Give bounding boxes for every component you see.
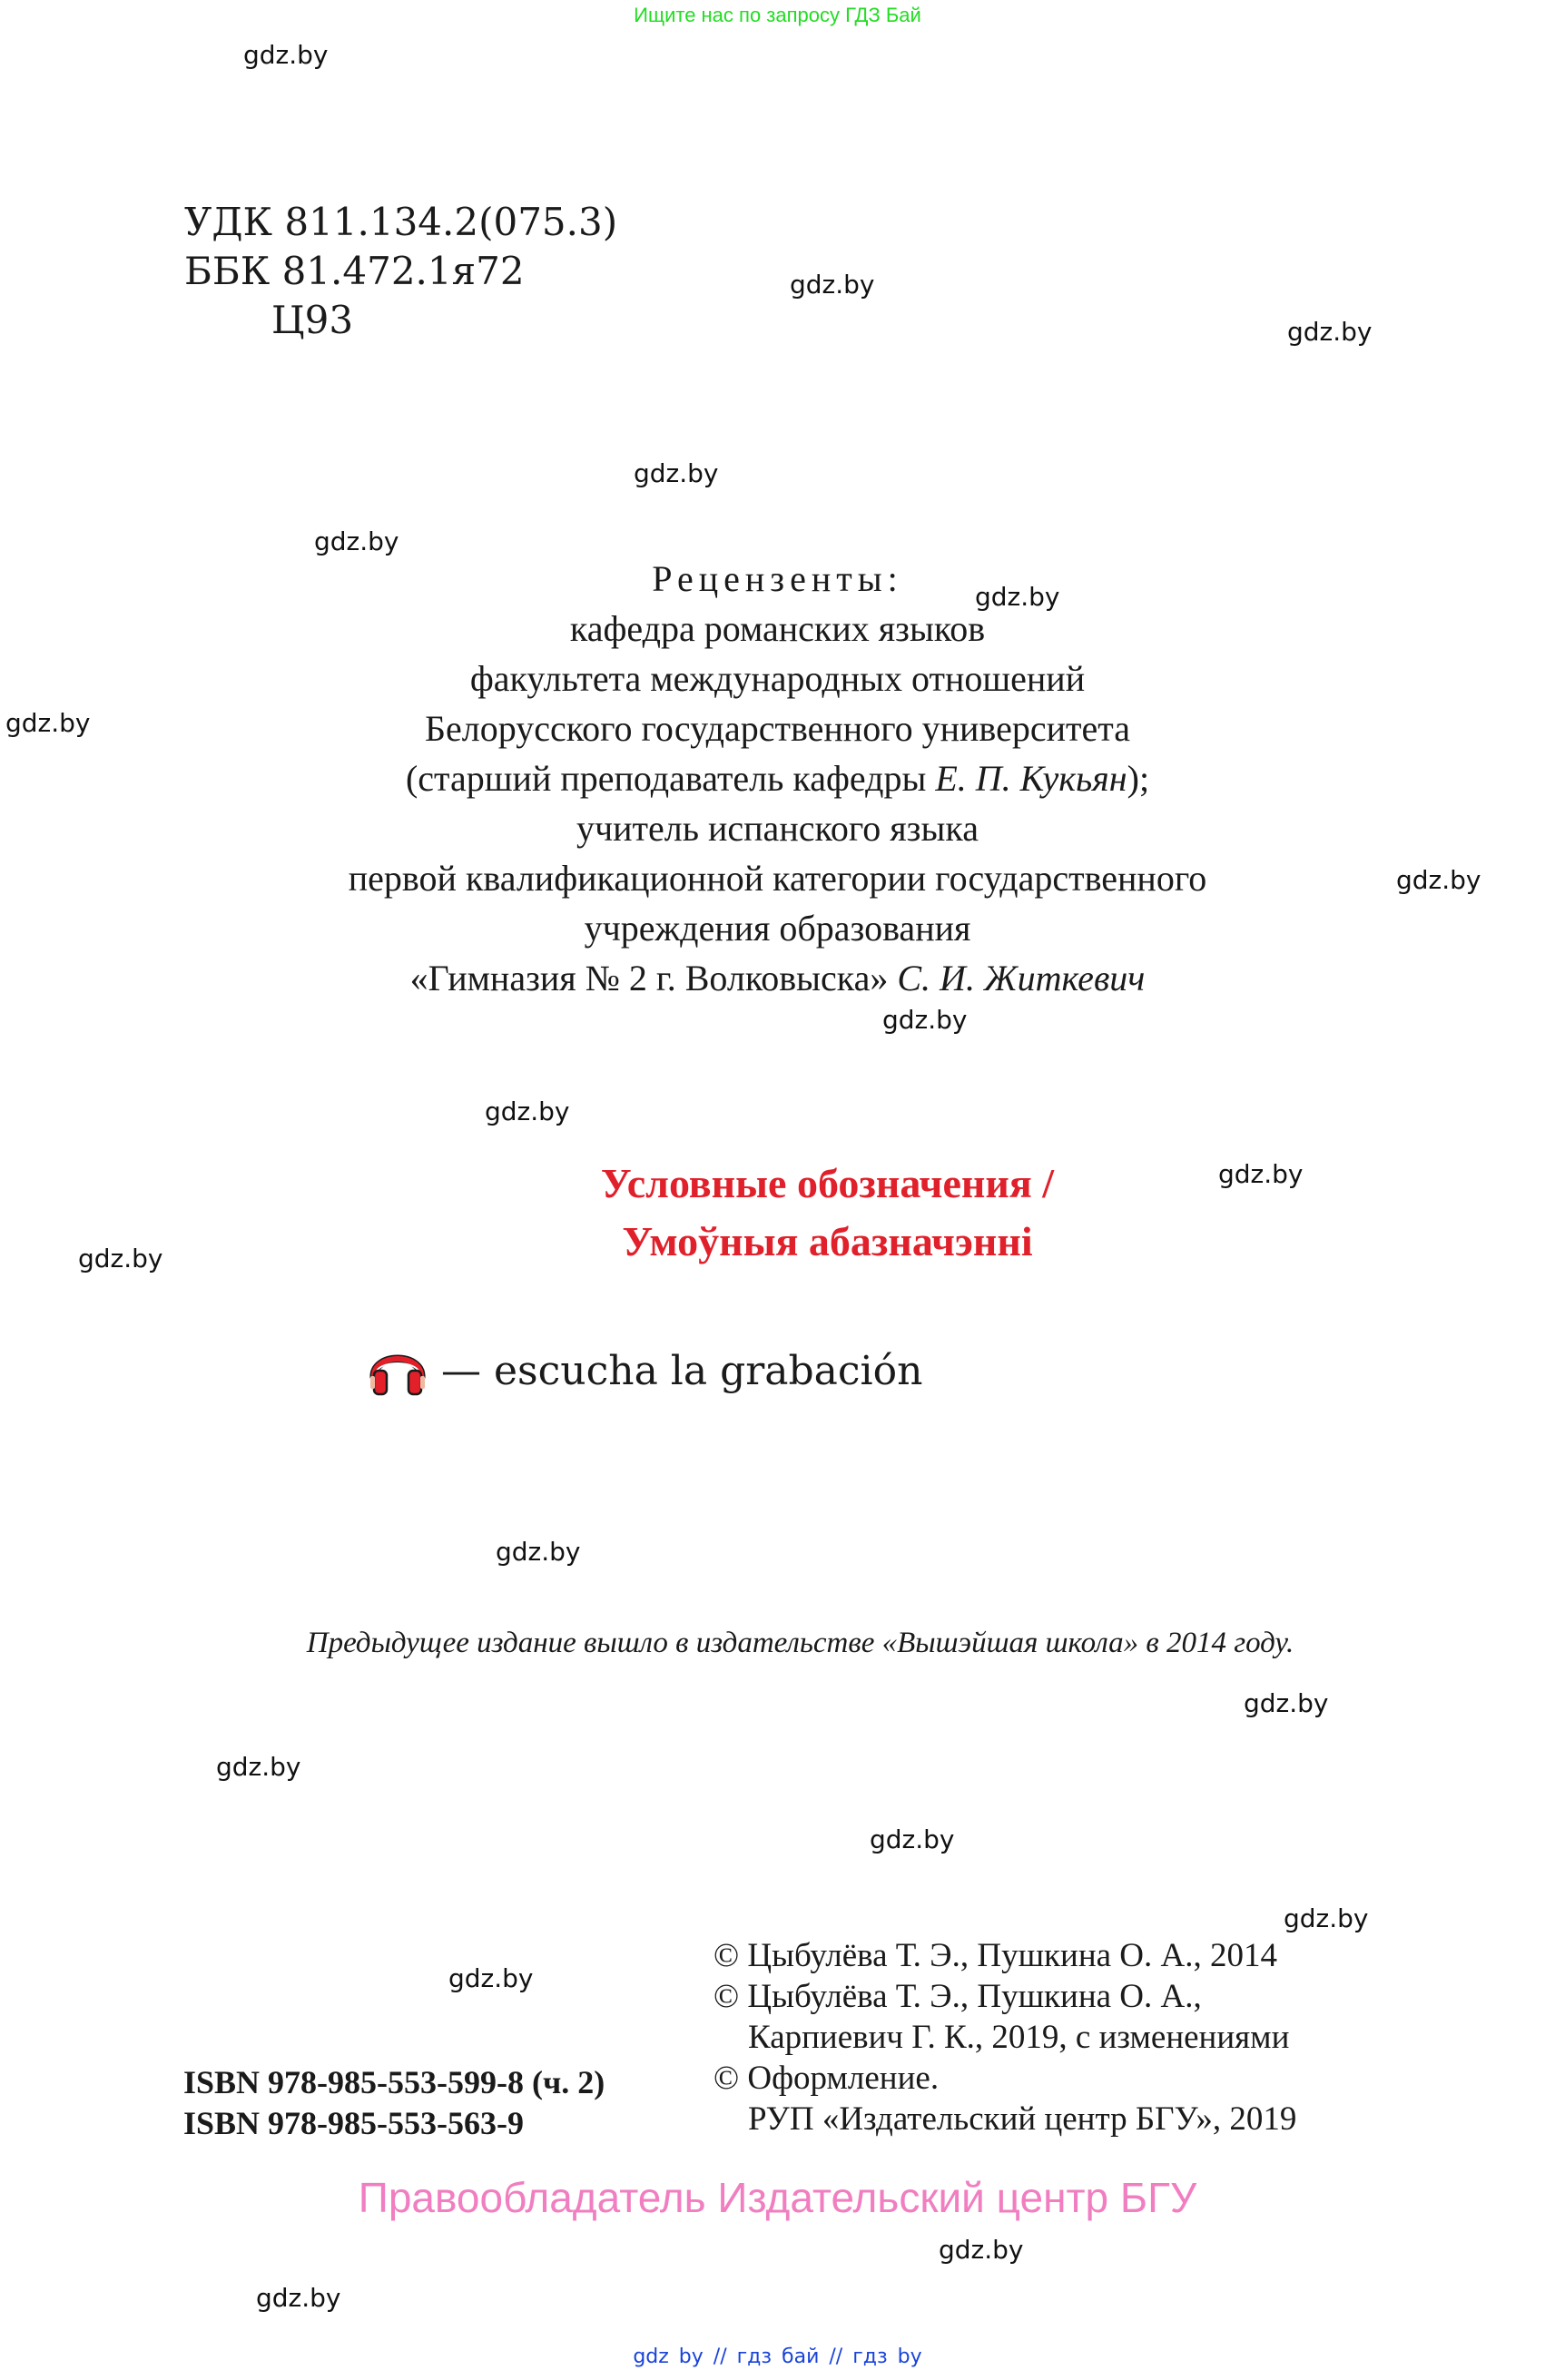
udk-code: УДК 811.134.2(075.3) <box>184 200 618 244</box>
reviewer-line: учитель испанского языка <box>576 808 979 849</box>
classification-block <box>184 198 617 345</box>
watermark: gdz.by <box>78 1244 163 1274</box>
reviewer-line: первой квалификационной категории государственного <box>348 858 1207 899</box>
reviewer-line: учреждения образования <box>584 908 971 949</box>
watermark: gdz.by <box>939 2235 1024 2265</box>
watermark: gdz.by <box>1244 1688 1329 1718</box>
reviewer-name: Е. П. Кукьян <box>935 758 1127 799</box>
bbk-code: ББК 81.472.1я72 <box>184 249 525 293</box>
reviewer-line <box>0 753 1555 803</box>
watermark: gdz.by <box>1284 1903 1369 1933</box>
reviewers-title: Рецензенты: <box>652 558 903 599</box>
legend-text: — escucha la grabación <box>441 1348 923 1394</box>
watermark: gdz.by <box>870 1824 955 1854</box>
watermark: gdz.by <box>448 1963 534 1993</box>
watermark: gdz.by <box>485 1097 570 1126</box>
rights-holder: Правообладатель Издательский центр БГУ <box>358 2174 1197 2221</box>
reviewer-name: С. И. Житкевич <box>897 958 1146 998</box>
conventions-title-by: Умоўныя абазначэнні <box>622 1218 1033 1264</box>
watermark: gdz.by <box>496 1537 581 1567</box>
watermark: gdz.by <box>5 708 91 738</box>
legend-item <box>367 1342 922 1401</box>
reviewer-line: Белорусского государственного университета <box>425 708 1130 749</box>
reviewer-line: факультета международных отношений <box>469 658 1086 699</box>
isbn-line: ISBN 978-985-553-563-9 <box>183 2105 524 2141</box>
watermark: gdz.by <box>216 1752 301 1782</box>
conventions-heading <box>0 1155 1555 1271</box>
watermark: gdz.by <box>1218 1159 1304 1189</box>
search-banner[interactable]: Ищите нас по запросу ГДЗ Бай <box>634 4 921 26</box>
reviewers-block <box>0 554 1555 1003</box>
watermark: gdz.by <box>882 1005 968 1035</box>
watermark: gdz.by <box>256 2283 341 2313</box>
copyright-line: © Оформление. <box>714 2060 940 2097</box>
footer-links[interactable]: gdz by // гдз бай // гдз by <box>633 2346 922 2368</box>
reviewer-line <box>0 953 1555 1003</box>
punctuation: ); <box>1127 758 1150 799</box>
watermark: gdz.by <box>1396 865 1481 895</box>
watermark: gdz.by <box>975 582 1060 612</box>
previous-edition-note: Предыдущее издание вышло в издательстве «Вышэйшая школа» в 2014 году. <box>306 1627 1294 1659</box>
isbn-line: ISBN 978-985-553-599-8 (ч. 2) <box>183 2064 605 2100</box>
reviewer-position: (старший преподаватель кафедры <box>405 758 936 799</box>
headphones-icon <box>367 1342 428 1401</box>
watermark: gdz.by <box>790 270 875 300</box>
watermark: gdz.by <box>243 40 329 70</box>
author-code: Ц93 <box>271 298 354 342</box>
reviewer-institution: «Гимназия № 2 г. Волковыска» <box>409 958 898 998</box>
copyright-line: Карпиевич Г. К., 2019, с изменениями <box>748 2019 1290 2056</box>
reviewer-line: кафедра романских языков <box>569 608 986 649</box>
watermark: gdz.by <box>1287 317 1373 347</box>
watermark: gdz.by <box>314 526 399 556</box>
isbn-block <box>183 2062 605 2144</box>
copyright-line: РУП «Издательский центр БГУ», 2019 <box>748 2100 1297 2138</box>
conventions-title-ru: Условные обозначения / <box>600 1160 1055 1206</box>
copyright-line: © Цыбулёва Т. Э., Пушкина О. А., <box>714 1978 1202 2015</box>
copyright-line: © Цыбулёва Т. Э., Пушкина О. А., 2014 <box>714 1937 1277 1974</box>
copyright-block <box>714 1935 1296 2139</box>
watermark: gdz.by <box>634 458 719 488</box>
